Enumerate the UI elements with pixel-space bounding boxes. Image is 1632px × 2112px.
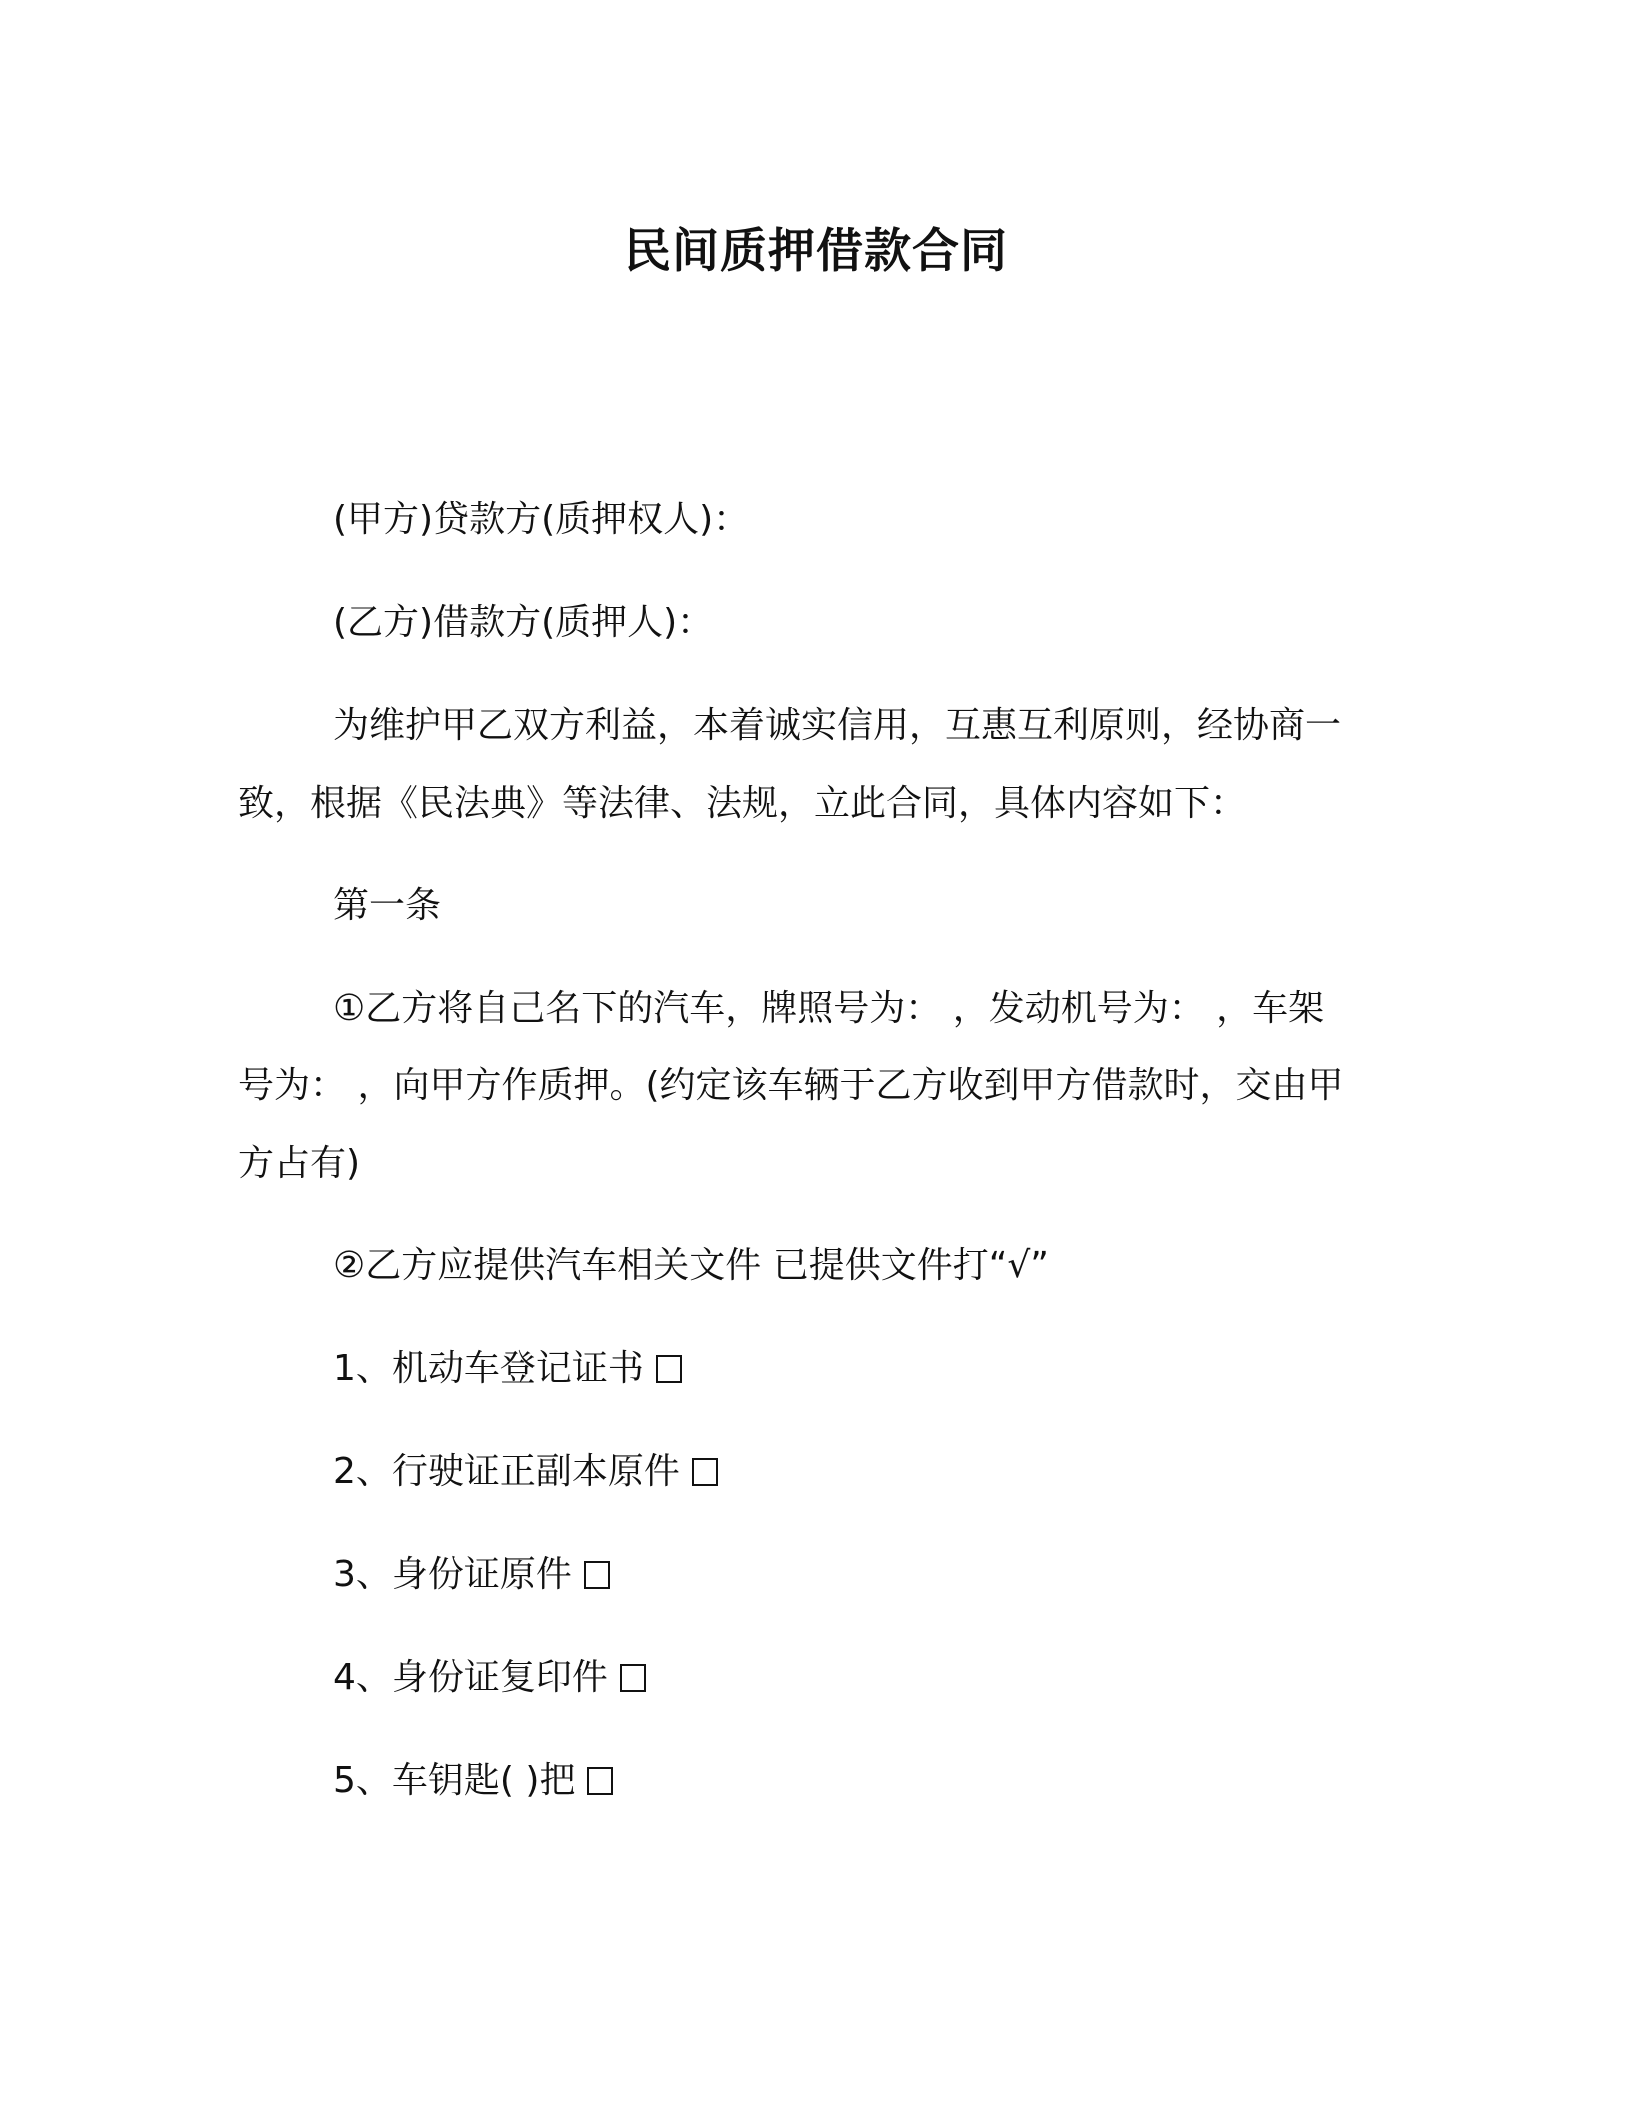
checklist-item	[333, 1757, 1398, 1805]
preamble-line-2: 致，根据《民法典》等法律、法规，立此合同，具体内容如下：	[238, 783, 1247, 824]
checkbox-icon[interactable]	[620, 1664, 646, 1692]
party-b-line: (乙方)借款方(质押人)：	[333, 602, 714, 643]
checklist-item-label: 3、身份证原件	[333, 1554, 572, 1595]
article-1-heading: 第一条	[333, 885, 442, 926]
checklist-item-label: 1、机动车登记证书	[333, 1348, 644, 1389]
checkbox-icon[interactable]	[656, 1355, 682, 1383]
checkbox-icon[interactable]	[587, 1767, 613, 1795]
checklist-item-label: 4、身份证复印件	[333, 1657, 608, 1698]
checklist-item-label: 5、车钥匙( )把	[333, 1760, 576, 1801]
clause-2-line: ②乙方应提供汽车相关文件 已提供文件打“√”	[333, 1245, 1049, 1286]
checkbox-icon[interactable]	[692, 1458, 718, 1486]
checklist-item	[333, 1654, 1398, 1702]
checklist-item	[333, 1551, 1398, 1599]
clause-1-line-1: ①乙方将自己名下的汽车，牌照号为： ，发动机号为： ，车架	[333, 988, 1325, 1029]
checkbox-icon[interactable]	[584, 1561, 610, 1589]
checklist-item	[333, 1345, 1398, 1393]
preamble-line-1: 为维护甲乙双方利益，本着诚实信用，互惠互利原则，经协商一	[333, 705, 1342, 746]
document-title: 民间质押借款合同	[624, 224, 1008, 279]
checklist-item-label: 2、行驶证正副本原件	[333, 1451, 680, 1492]
clause-1-line-2: 号为： ，向甲方作质押。(约定该车辆于乙方收到甲方借款时，交由甲	[238, 1065, 1344, 1106]
checklist-item	[333, 1448, 1398, 1496]
clause-1-line-3: 方占有)	[238, 1143, 361, 1184]
party-a-line: (甲方)贷款方(质押权人)：	[333, 499, 750, 540]
